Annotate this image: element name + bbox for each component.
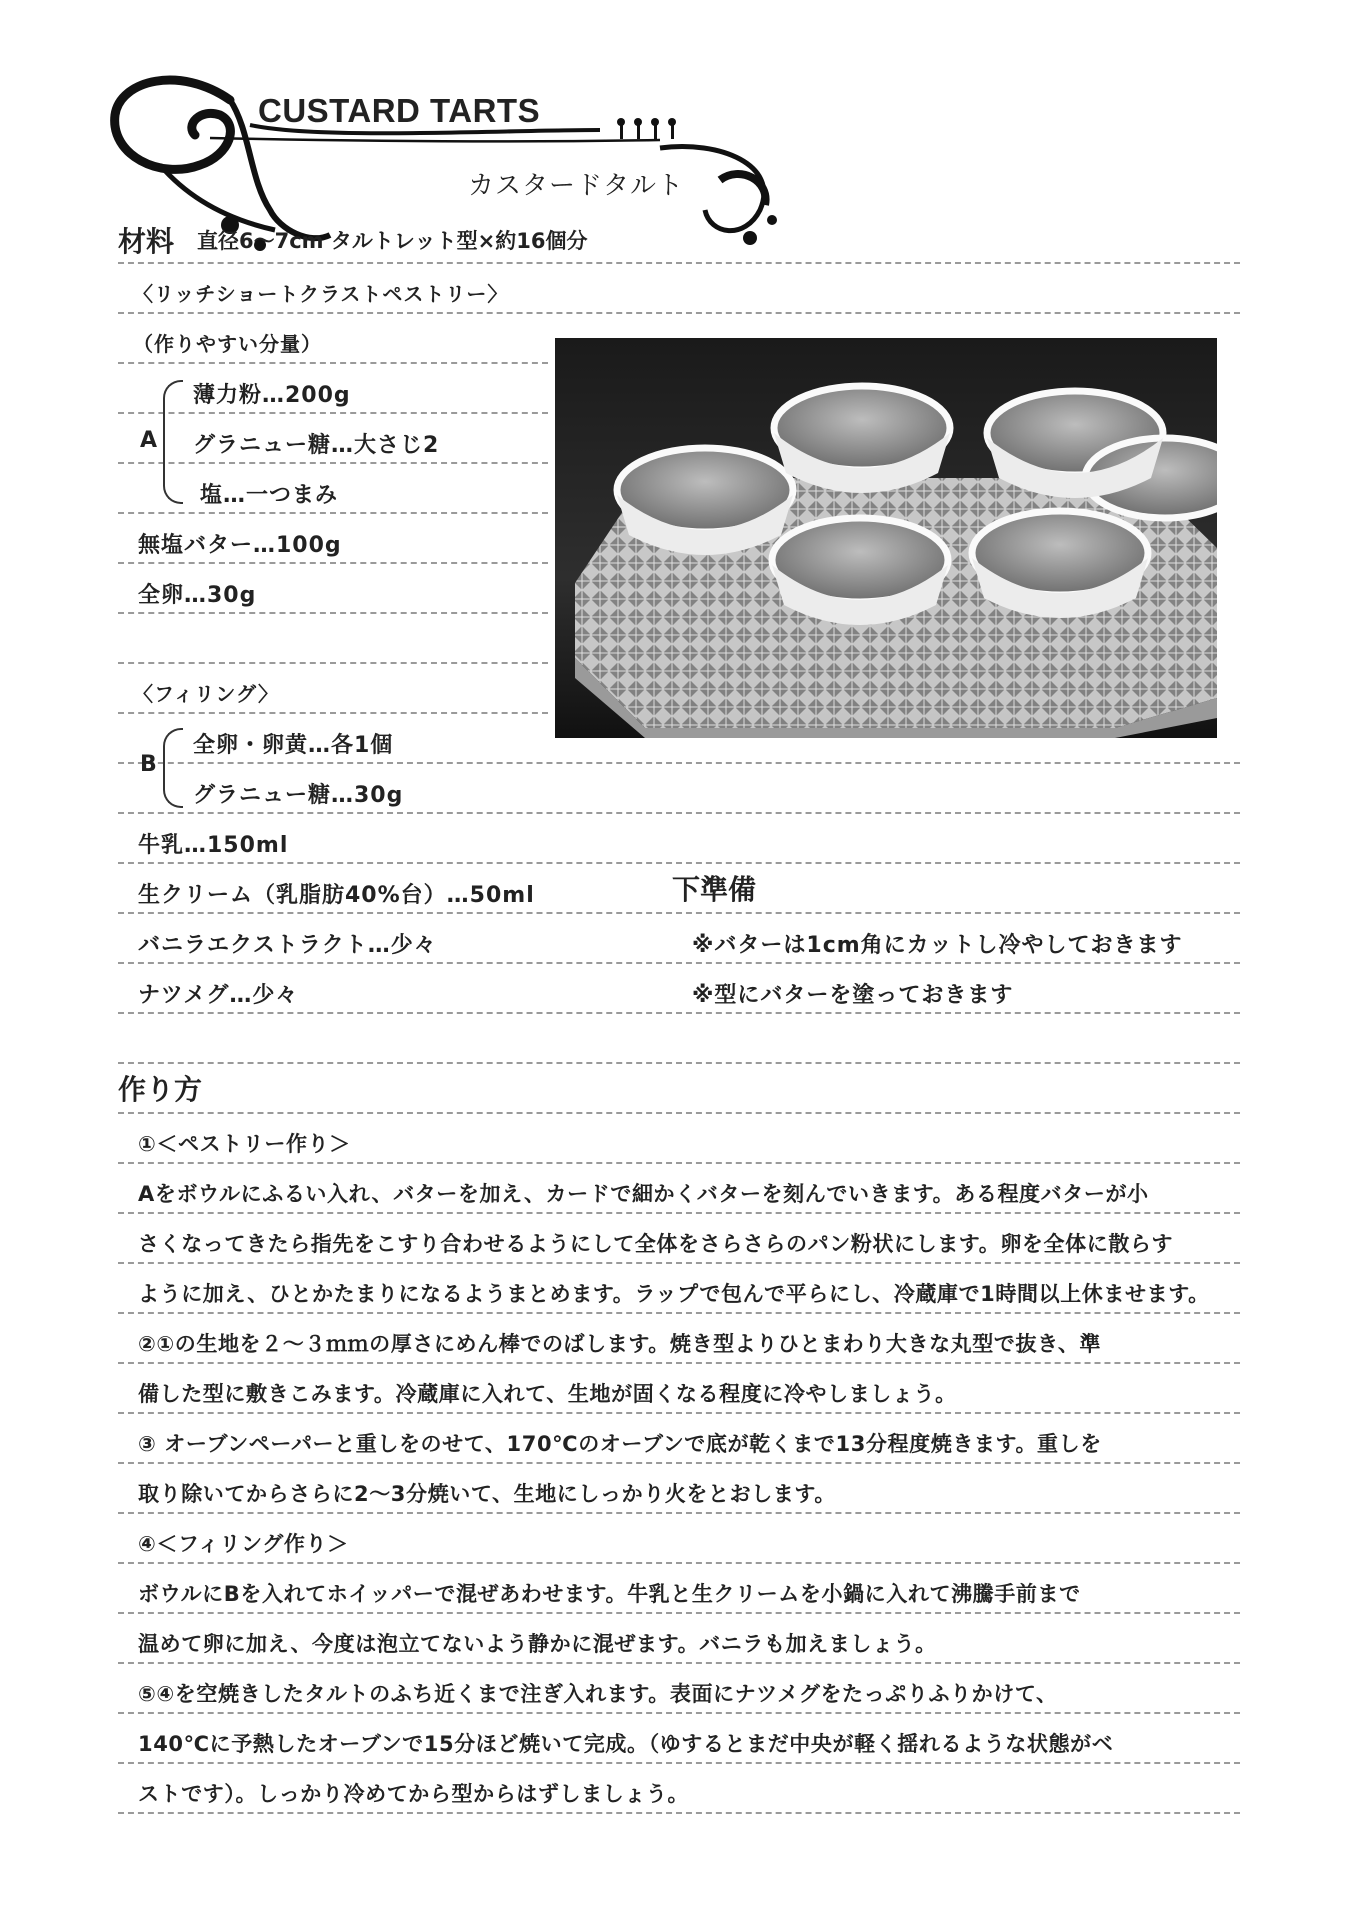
method-heading: 作り方 bbox=[118, 1073, 203, 1106]
filling-section-label: 〈フィリング〉 bbox=[133, 682, 279, 706]
rule bbox=[118, 1812, 1240, 1814]
ingredient-salt: 塩…一つまみ bbox=[200, 483, 339, 508]
tarts-photo bbox=[555, 338, 1217, 738]
rule bbox=[118, 1662, 1240, 1664]
prep-item-2: ※型にバターを塗っておきます bbox=[692, 983, 1014, 1008]
step-line: ④＜フィリング作り＞ bbox=[138, 1532, 349, 1556]
prep-heading: 下準備 bbox=[672, 873, 757, 906]
rule bbox=[118, 1112, 1240, 1114]
step-line: ように加え、ひとかたまりになるようまとめます。ラップで包んで平らにし、冷蔵庫で1時間以上休ませます。 bbox=[138, 1282, 1210, 1306]
group-b-brace bbox=[163, 728, 183, 808]
rule bbox=[118, 812, 1240, 814]
rule bbox=[118, 1612, 1240, 1614]
rule bbox=[118, 1062, 1240, 1064]
ingredient-vanilla: バニラエクストラクト…少々 bbox=[138, 933, 437, 958]
group-b-label: B bbox=[140, 752, 158, 777]
step-line: さくなってきたら指先をこすり合わせるようにして全体をさらさらのパン粉状にします。卵を全体に散らす bbox=[138, 1232, 1174, 1256]
ingredient-sugar-b: グラニュー糖…30g bbox=[193, 783, 404, 808]
prep-item-1: ※バターは1cm角にカットし冷やしておきます bbox=[692, 933, 1183, 958]
rule bbox=[118, 1512, 1240, 1514]
ingredient-cream: 生クリーム（乳脂肪40%台）…50ml bbox=[138, 883, 535, 908]
rule bbox=[118, 612, 548, 614]
rule bbox=[118, 912, 1240, 914]
title-ja: カスタードタルト bbox=[468, 171, 685, 201]
rule bbox=[118, 1212, 1240, 1214]
rule bbox=[118, 1762, 1240, 1764]
pastry-amount-label: （作りやすい分量） bbox=[133, 332, 322, 356]
ingredient-milk: 牛乳…150ml bbox=[138, 833, 289, 858]
rule bbox=[118, 1712, 1240, 1714]
group-a-label: A bbox=[140, 428, 159, 453]
rule bbox=[118, 262, 1240, 264]
step-line: 温めて卵に加え、今度は泡立てないよう静かに混ぜます。バニラも加えましょう。 bbox=[138, 1632, 937, 1656]
step-line: 140℃に予熱したオーブンで15分ほど焼いて完成。（ゆするとまだ中央が軽く揺れるような状態がベ bbox=[138, 1732, 1114, 1756]
rule bbox=[118, 512, 548, 514]
rule bbox=[118, 1412, 1240, 1414]
rule bbox=[118, 1262, 1240, 1264]
ingredient-eggs-yolk: 全卵・卵黄…各1個 bbox=[193, 733, 394, 758]
rule bbox=[118, 562, 548, 564]
rule bbox=[118, 1162, 1240, 1164]
step-line: ストです）。しっかり冷めてから型からはずしましょう。 bbox=[138, 1782, 690, 1806]
step-line: ①＜ペストリー作り＞ bbox=[138, 1132, 351, 1156]
title-en: CUSTARD TARTS bbox=[258, 92, 541, 129]
rule bbox=[118, 862, 1240, 864]
rule bbox=[118, 362, 548, 364]
step-line: Aをボウルにふるい入れ、バターを加え、カードで細かくバターを刻んでいきます。ある程度バターが小 bbox=[138, 1182, 1149, 1206]
step-line: ③ オーブンペーパーと重しをのせて、170℃のオーブンで底が乾くまで13分程度焼きます。重しを bbox=[138, 1432, 1102, 1456]
rule bbox=[118, 712, 548, 714]
ingredient-nutmeg: ナツメグ…少々 bbox=[138, 983, 299, 1008]
rule bbox=[118, 1312, 1240, 1314]
rule bbox=[118, 1012, 1240, 1014]
group-a-brace bbox=[163, 380, 183, 504]
ingredient-egg: 全卵…30g bbox=[138, 583, 257, 608]
rule bbox=[118, 962, 1240, 964]
rule bbox=[118, 662, 548, 664]
rule bbox=[118, 312, 1240, 314]
pastry-section-label: 〈リッチショートクラストペストリー〉 bbox=[133, 282, 509, 306]
ingredient-flour: 薄力粉…200g bbox=[193, 383, 351, 408]
step-line: ボウルにBを入れてホイッパーで混ぜあわせます。牛乳と生クリームを小鍋に入れて沸騰手前まで bbox=[138, 1582, 1081, 1606]
step-line: 備した型に敷きこみます。冷蔵庫に入れて、生地が固くなる程度に冷やしましょう。 bbox=[138, 1382, 957, 1406]
step-line: ②①の生地を２～３ｍｍの厚さにめん棒でのばします。焼き型よりひとまわり大きな丸型で抜き、準 bbox=[138, 1332, 1102, 1356]
rule bbox=[118, 1562, 1240, 1564]
ingredient-sugar: グラニュー糖…大さじ2 bbox=[193, 433, 440, 458]
step-line: ⑤④を空焼きしたタルトのふち近くまで注ぎ入れます。表面にナツメグをたっぷりふりかけて、 bbox=[138, 1682, 1058, 1706]
rule bbox=[118, 762, 1240, 764]
yield-text: 直径6～7cm タルトレット型×約16個分 bbox=[197, 229, 588, 253]
rule bbox=[118, 1362, 1240, 1364]
rule bbox=[118, 1462, 1240, 1464]
ingredient-butter: 無塩バター…100g bbox=[138, 533, 342, 558]
step-line: 取り除いてからさらに2～3分焼いて、生地にしっかり火をとおします。 bbox=[138, 1482, 836, 1506]
ingredients-heading: 材料 bbox=[118, 225, 175, 258]
